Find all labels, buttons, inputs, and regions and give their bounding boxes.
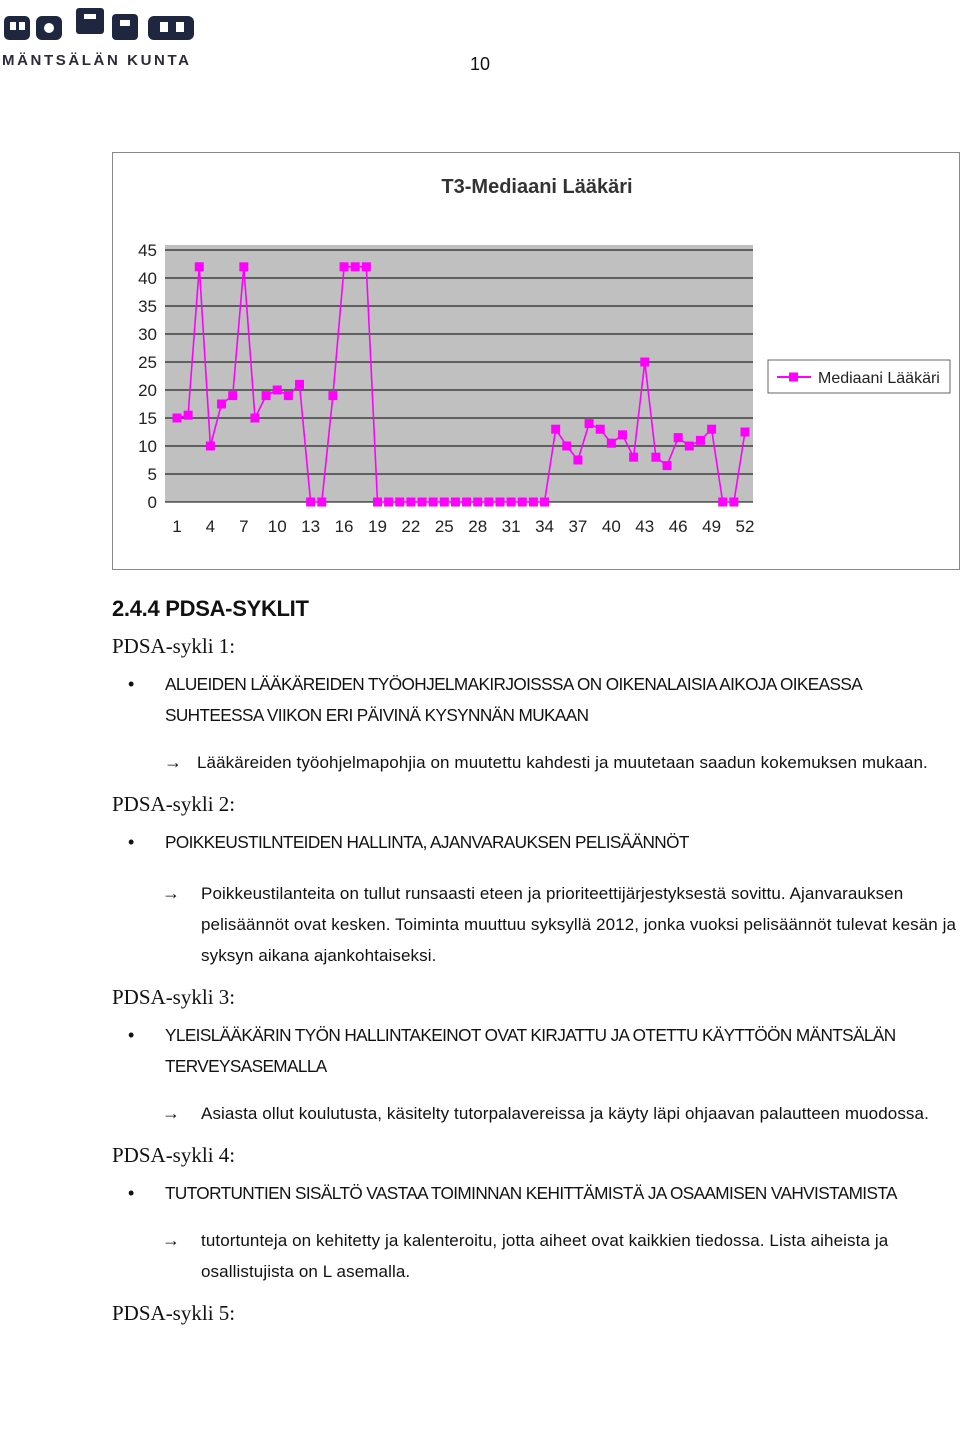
data-point bbox=[741, 428, 750, 437]
x-tick-label: 4 bbox=[205, 517, 216, 536]
data-point bbox=[328, 391, 337, 400]
outcome-text: Asiasta ollut koulutusta, käsitelty tutorpalavereissa ja käyty läpi ohjaavan palautteen muodossa. bbox=[201, 1104, 929, 1123]
data-point bbox=[317, 498, 326, 507]
pdsa-cycle-1 bbox=[112, 634, 960, 778]
data-point bbox=[495, 498, 504, 507]
data-point bbox=[663, 461, 672, 470]
x-tick-label: 37 bbox=[568, 517, 588, 536]
data-point bbox=[607, 439, 616, 448]
data-point bbox=[651, 453, 660, 462]
x-tick-label: 1 bbox=[172, 517, 182, 536]
data-point bbox=[418, 498, 427, 507]
y-tick-label: 45 bbox=[138, 241, 157, 260]
chart-title: T3-Mediaani Lääkäri bbox=[441, 176, 633, 198]
data-point bbox=[629, 453, 638, 462]
bullet-icon: • bbox=[128, 832, 134, 852]
y-tick-label: 0 bbox=[147, 493, 157, 512]
data-point bbox=[195, 262, 204, 271]
arrow-icon: → bbox=[164, 752, 183, 772]
cycle-bullet bbox=[112, 827, 960, 858]
x-tick-label: 7 bbox=[239, 517, 249, 536]
pdsa-cycle-4 bbox=[112, 1143, 960, 1287]
x-tick-label: 16 bbox=[334, 517, 354, 536]
data-point bbox=[473, 498, 482, 507]
data-point bbox=[674, 433, 683, 442]
arrow-icon: → bbox=[162, 1103, 181, 1123]
section-heading: 2.4.4 PDSA-SYKLIT bbox=[112, 596, 309, 621]
data-point bbox=[707, 425, 716, 434]
data-point bbox=[239, 262, 248, 271]
x-tick-label: 31 bbox=[501, 517, 521, 536]
y-tick-label: 40 bbox=[138, 269, 157, 288]
x-tick-label: 28 bbox=[468, 517, 488, 536]
data-point bbox=[206, 442, 215, 451]
data-point bbox=[284, 391, 293, 400]
chart-frame bbox=[112, 152, 960, 570]
data-point bbox=[484, 498, 493, 507]
y-tick-label: 5 bbox=[147, 465, 157, 484]
bullet-icon: • bbox=[128, 1183, 134, 1203]
bullet-text: TUTORTUNTIEN SISÄLTÖ VASTAA TOIMINNAN KEHITTÄMISTÄ JA OSAAMISEN VAHVISTAMISTA bbox=[165, 1183, 897, 1203]
x-tick-label: 43 bbox=[635, 517, 655, 536]
cycle-outcome bbox=[112, 1225, 960, 1287]
data-point bbox=[440, 498, 449, 507]
bullet-text: ALUEIDEN LÄÄKÄREIDEN TYÖOHJELMAKIRJOISSSA ON OIKENALAISIA AIKOJA OIKEASSA SUHTEESSA VIIKON ERI PÄIVINÄ KYSYNNÄN MUKAAN bbox=[165, 674, 862, 725]
x-tick-label: 40 bbox=[601, 517, 621, 536]
data-point bbox=[540, 498, 549, 507]
x-tick-label: 49 bbox=[702, 517, 722, 536]
y-tick-label: 10 bbox=[138, 437, 157, 456]
data-point bbox=[596, 425, 605, 434]
data-point bbox=[384, 498, 393, 507]
data-point bbox=[618, 430, 627, 439]
line-chart bbox=[113, 153, 959, 569]
x-tick-label: 22 bbox=[401, 517, 421, 536]
data-point bbox=[585, 419, 594, 428]
cycle-title: PDSA-sykli 2: bbox=[112, 792, 236, 816]
outcome-text: Poikkeustilanteita on tullut runsaasti eteen ja prioriteettijärjestyksestä sovittu. Ajanvarauksen pelisäännöt ovat kesken. Toiminta muuttuu syksyllä 2012, jonka vuoksi pelisäännöt tulevat kesän ja syksyn aikana ajankohtaiseksi. bbox=[201, 884, 957, 965]
bullet-icon: • bbox=[128, 1025, 134, 1045]
cycle-bullet bbox=[112, 1178, 960, 1209]
data-point bbox=[228, 391, 237, 400]
data-point bbox=[451, 498, 460, 507]
data-point bbox=[507, 498, 516, 507]
x-tick-label: 46 bbox=[668, 517, 688, 536]
legend-label: Mediaani Lääkäri bbox=[818, 370, 940, 387]
x-tick-label: 13 bbox=[301, 517, 321, 536]
y-tick-label: 25 bbox=[138, 353, 157, 372]
data-point bbox=[340, 262, 349, 271]
data-point bbox=[518, 498, 527, 507]
logo-text: MÄNTSÄLÄN KUNTA bbox=[2, 52, 192, 69]
legend-marker bbox=[789, 373, 798, 382]
page-number: 10 bbox=[470, 54, 491, 74]
cycle-outcome bbox=[112, 878, 960, 971]
pdsa-cycle-3 bbox=[112, 985, 960, 1129]
data-point bbox=[696, 436, 705, 445]
data-point bbox=[295, 380, 304, 389]
data-point bbox=[429, 498, 438, 507]
data-point bbox=[373, 498, 382, 507]
data-point bbox=[262, 391, 271, 400]
outcome-text: tutortunteja on kehitetty ja kalenteroitu, jotta aiheet ovat kaikkien tiedossa. Lista aiheista ja osallistujista on L asemalla. bbox=[201, 1231, 889, 1281]
cycle-bullet bbox=[112, 1020, 960, 1082]
pdsa-cycle-2 bbox=[112, 792, 960, 971]
data-point bbox=[562, 442, 571, 451]
arrow-icon: → bbox=[162, 1230, 181, 1250]
data-point bbox=[718, 498, 727, 507]
cycle-title: PDSA-sykli 1: bbox=[112, 634, 236, 658]
data-point bbox=[529, 498, 538, 507]
data-point bbox=[462, 498, 471, 507]
data-point bbox=[551, 425, 560, 434]
data-point bbox=[273, 386, 282, 395]
data-point bbox=[173, 414, 182, 423]
logo-mark-icon bbox=[0, 2, 200, 52]
x-tick-label: 34 bbox=[535, 517, 554, 536]
arrow-icon: → bbox=[162, 883, 181, 903]
data-point bbox=[217, 400, 226, 409]
y-tick-label: 15 bbox=[138, 409, 157, 428]
data-point bbox=[685, 442, 694, 451]
y-tick-label: 20 bbox=[138, 381, 157, 400]
bullet-text: YLEISLÄÄKÄRIN TYÖN HALLINTAKEINOT OVAT KIRJATTU JA OTETTU KÄYTTÖÖN MÄNTSÄLÄN TERVEYSASEMALLA bbox=[165, 1025, 896, 1076]
x-tick-label: 19 bbox=[368, 517, 387, 536]
bullet-icon: • bbox=[128, 674, 134, 694]
data-point bbox=[573, 456, 582, 465]
cycle-bullet bbox=[112, 669, 960, 731]
x-tick-label: 10 bbox=[267, 517, 287, 536]
cycle-title: PDSA-sykli 5: bbox=[112, 1301, 236, 1325]
data-point bbox=[729, 498, 738, 507]
y-tick-label: 30 bbox=[138, 325, 157, 344]
cycle-title: PDSA-sykli 4: bbox=[112, 1143, 236, 1167]
cycle-outcome bbox=[112, 1098, 960, 1129]
municipality-logo bbox=[0, 2, 200, 72]
data-point bbox=[250, 414, 259, 423]
y-tick-label: 35 bbox=[138, 297, 157, 316]
data-point bbox=[640, 358, 649, 367]
cycle-outcome bbox=[112, 747, 960, 778]
data-point bbox=[362, 262, 371, 271]
x-tick-label: 52 bbox=[735, 517, 755, 536]
data-point bbox=[395, 498, 404, 507]
data-point bbox=[184, 411, 193, 420]
bullet-text: POIKKEUSTILNTEIDEN HALLINTA, AJANVARAUKSEN PELISÄÄNNÖT bbox=[165, 832, 689, 852]
data-point bbox=[351, 262, 360, 271]
data-point bbox=[406, 498, 415, 507]
outcome-text: Lääkäreiden työohjelmapohjia on muutettu kahdesti ja muutetaan saadun kokemuksen mukaan. bbox=[197, 753, 928, 772]
document-body bbox=[112, 596, 960, 1336]
x-tick-label: 25 bbox=[434, 517, 454, 536]
cycle-title: PDSA-sykli 3: bbox=[112, 985, 236, 1009]
data-point bbox=[306, 498, 315, 507]
